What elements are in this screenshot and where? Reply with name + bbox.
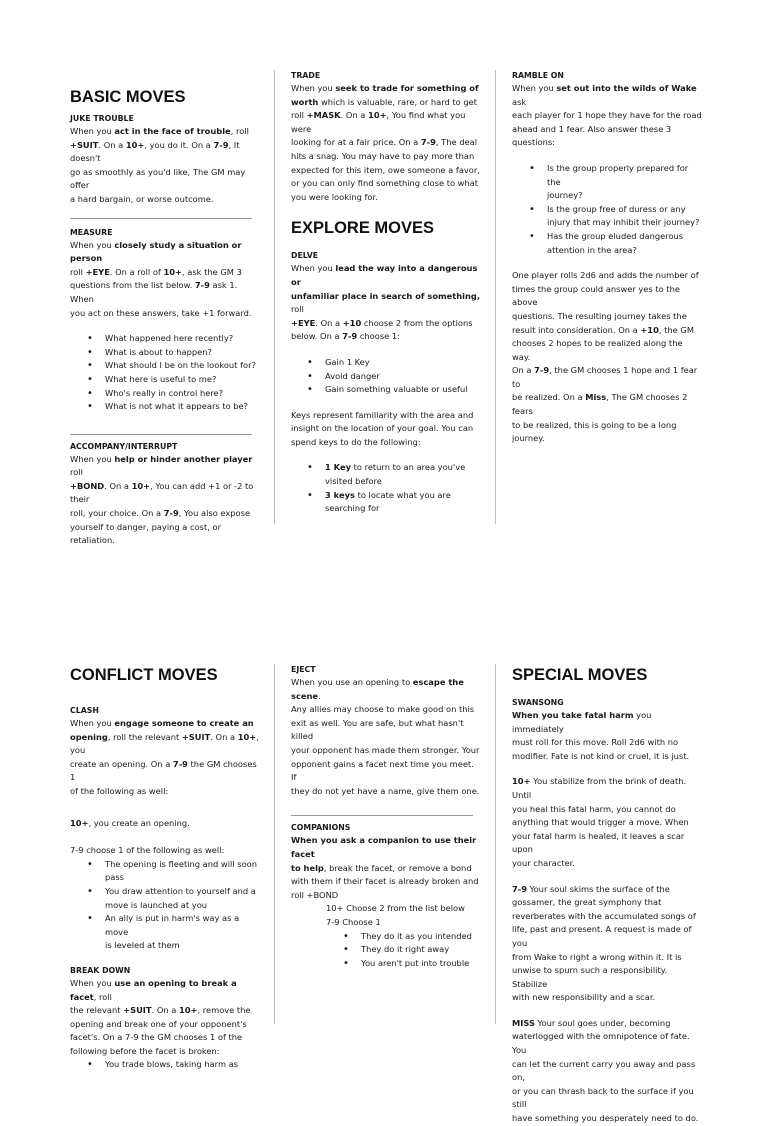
column-divider-bottom-right <box>495 664 496 1024</box>
clash-heading: CLASH <box>70 706 99 715</box>
trade-heading: TRADE <box>291 71 321 80</box>
delve-options-list <box>291 356 481 397</box>
companions-text: When you ask a companion to use their facet to help, break the facet, or remove a bond with them if their facet is already broken and roll +BOND <box>291 835 479 900</box>
basic-moves-column <box>70 87 260 548</box>
juke-trouble-heading: JUKE TROUBLE <box>70 114 134 123</box>
list-item: • Avoid danger <box>325 370 481 384</box>
companions-options-list <box>291 930 481 971</box>
list-item: • You trade blows, taking harm as <box>105 1058 260 1072</box>
list-item: • Has the group eluded dangerous attention in the area? <box>547 230 702 257</box>
clash-result-10: 10+, you create an opening. <box>70 817 190 828</box>
companions-heading: COMPANIONS <box>291 823 351 833</box>
special-moves-title: SPECIAL MOVES <box>512 666 648 684</box>
eject-heading: EJECT <box>291 665 316 674</box>
conflict-moves-column <box>70 665 260 1072</box>
juke-trouble-text: When you act in the face of trouble, roll +SUIT. On a 10+, you do it. On a 7-9, It doesn't go as smoothly as you'd like, The GM may offer a hard bargain, or worse outcome. <box>70 126 249 204</box>
break-down-options-list <box>70 1058 260 1072</box>
delve-heading: DELVE <box>291 251 319 261</box>
list-item: • What is not what it appears to be? <box>105 400 260 414</box>
ramble-on-column <box>512 70 702 446</box>
delve-text: When you lead the way into a dangerous or unfamiliar place in search of something, roll +EYE. On a +10 choose 2 from the options below. On a 7-9 choose 1: <box>291 263 481 342</box>
eject-companions-column <box>291 664 481 970</box>
list-item: • An ally is put in harm's way as a move is leveled at them <box>105 912 260 953</box>
clash-options-list <box>70 858 260 953</box>
basic-moves-title: BASIC MOVES <box>70 88 186 106</box>
keys-text: Keys represent familiarity with the area and insight on the location of your goal. You can spend keys to do the following: <box>291 409 474 447</box>
list-item: • 1 Key to return to an area you've visited before <box>325 461 481 488</box>
column-divider-bottom-left <box>274 664 275 1024</box>
break-down-heading: BREAK DOWN <box>70 965 131 975</box>
swansong-text: When you take fatal harm you immediately must roll for this move. Roll 2d6 with no modifier. Fate is not kind or cruel, it is just. <box>512 710 690 761</box>
swansong-heading: SWANSONG <box>512 698 564 707</box>
eject-text: When you use an opening to escape the scene. Any allies may choose to make good on this exit as well. You are safe, but what hasn't killed your opponent has made them stronger. Your opponent gains a facet next time you meet. If they do not yet have a name, give them one. <box>291 677 480 796</box>
measure-text: When you closely study a situation or person roll +EYE. On a roll of 10+, ask the GM 3 questions from the list below. 7-9 ask 1. When you act on these answers, take +1 forward. <box>70 239 252 318</box>
special-moves-column <box>512 665 702 1126</box>
explore-moves-title: EXPLORE MOVES <box>291 219 435 238</box>
list-item: • What happened here recently? <box>105 332 260 346</box>
ramble-on-text: When you set out into the wilds of Wake ask each player for 1 hope they have for the road ahead and 1 fear. Also answer these 3 questions: <box>512 83 702 148</box>
ramble-on-heading: RAMBLE ON <box>512 71 564 80</box>
list-item: • Gain 1 Key <box>325 356 481 370</box>
break-down-text: When you use an opening to break a facet, roll the relevant +SUIT. On a 10+, remove the opening and break one of your opponent's facet's. On a 7-9 the GM chooses 1 of the following before the facet is broken: <box>70 977 251 1056</box>
measure-questions-list <box>70 332 260 414</box>
keys-list <box>291 461 481 515</box>
accompany-interrupt-heading: ACCOMPANY/INTERRUPT <box>70 441 178 451</box>
accompany-interrupt-text: When you help or hinder another player roll +BOND. On a 10+, You can add +1 or -2 to their roll, your choice. On a 7-9, You also expose yourself to danger, paying a cost, or retaliation. <box>70 453 254 546</box>
trade-explore-column <box>291 70 481 516</box>
column-divider-top-left <box>274 70 275 524</box>
list-item: • They do it right away <box>361 943 481 957</box>
list-item: • What here is useful to me? <box>105 373 260 387</box>
swansong-result-miss: MISS Your soul goes under, becoming waterlogged with the omnipotence of fate. You can let the current carry you away and pass on, or you can thrash back to the surface if you still have something you desperately need to do. <box>512 1017 699 1124</box>
swansong-result-10: 10+ You stabilize from the brink of death. Until you heal this fatal harm, you cannot do anything that would trigger a move. When your fatal harm is healed, it leaves a scar upon your character. <box>512 776 689 868</box>
list-item: • They do it as you intended <box>361 930 481 944</box>
clash-result-7-9: 7-9 choose 1 of the following as well: <box>70 845 225 856</box>
companions-results: 10+ Choose 2 from the list below 7-9 Choose 1 <box>326 903 465 927</box>
list-item: • You draw attention to yourself and a move is launched at you <box>105 885 260 912</box>
list-item: • Who's really in control here? <box>105 387 260 401</box>
clash-text: When you engage someone to create an opening, roll the relevant +SUIT. On a 10+, you create an opening. On a 7-9 the GM chooses 1 of the following as well: <box>70 718 259 796</box>
swansong-result-7-9: 7-9 Your soul skims the surface of the gossamer, the great symphony that reverberates with the accumulated songs of life, past and present. A request is made of you from Wake to right a wrong within it. It is unwise to spurn such a responsibility. Stabilize with new responsibility and a scar. <box>512 883 696 1003</box>
column-divider-top-right <box>495 70 496 524</box>
list-item: • You aren't put into trouble <box>361 957 481 971</box>
conflict-moves-title: CONFLICT MOVES <box>70 666 218 684</box>
measure-heading: MEASURE <box>70 227 113 237</box>
list-item: • Is the group free of duress or any injury that may inhibit their journey? <box>547 203 702 230</box>
ramble-on-result-text: One player rolls 2d6 and adds the number of times the group could answer yes to the above questions. The resulting journey takes the result into consideration. On a +10, the GM chooses 2 hopes to be realized along the way. On a 7-9, the GM chooses 1 hope and 1 fear to be realized. On a Miss, The GM chooses 2 fears to be realized, this is going to be a long journey. <box>512 270 699 444</box>
ramble-questions-list <box>512 162 702 257</box>
trade-text: When you seek to trade for something of worth which is valuable, rare, or hard to get roll +MASK. On a 10+, You find what you were looking for at a fair price. On a 7-9, The deal hits a snag. You may have to pay more than expected for this item, owe someone a favor, or you can only find something close to what you were looking for. <box>291 83 480 202</box>
list-item: • 3 keys to locate what you are searching for <box>325 489 481 516</box>
list-item: • What is about to happen? <box>105 346 260 360</box>
list-item: • The opening is fleeting and will soon pass <box>105 858 260 885</box>
list-item: • Is the group properly prepared for the journey? <box>547 162 702 203</box>
list-item: • What should I be on the lookout for? <box>105 359 260 373</box>
list-item: • Gain something valuable or useful <box>325 383 481 397</box>
